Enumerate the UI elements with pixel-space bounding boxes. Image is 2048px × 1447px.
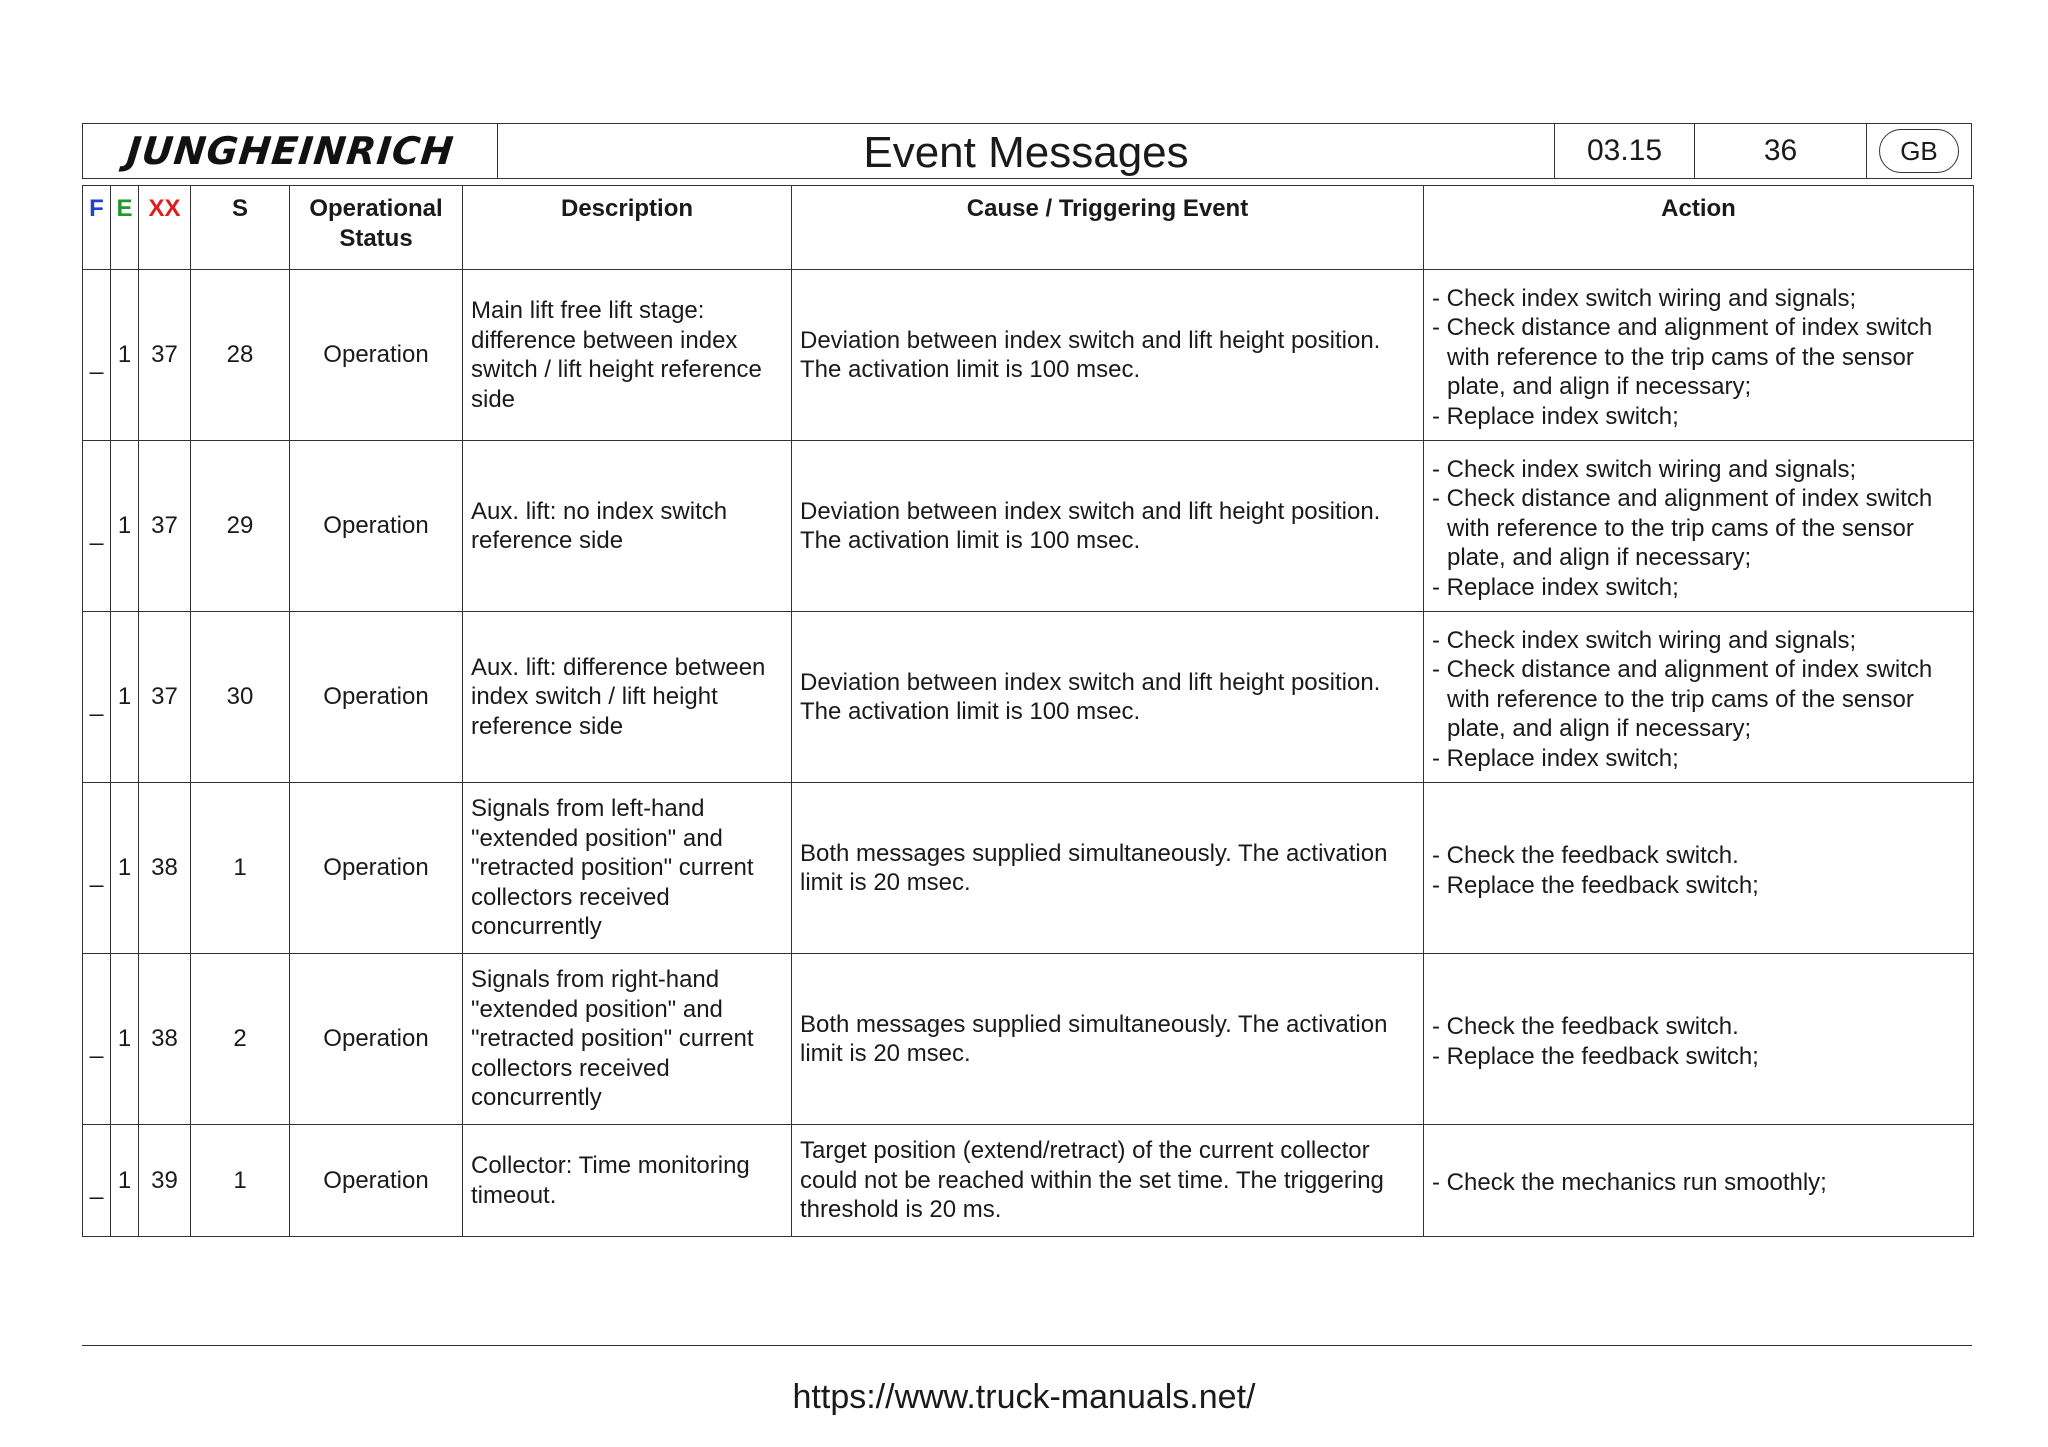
cell-description: Aux. lift: difference between index switch / lift height reference side <box>463 612 792 783</box>
cell-f: _ <box>83 612 111 783</box>
cell-f: _ <box>83 441 111 612</box>
event-messages-table <box>82 185 1974 1237</box>
action-item: - Check distance and alignment of index switch with reference to the trip cams of the sensor plate, and align if necessary; <box>1432 314 1933 401</box>
action-item: - Replace the feedback switch; <box>1432 1042 1759 1070</box>
action-item: - Check the feedback switch. <box>1432 842 1739 869</box>
cell-e: 1 <box>111 270 139 441</box>
cell-xx: 37 <box>139 441 191 612</box>
column-header-f: F <box>83 186 111 270</box>
column-header-cause: Cause / Triggering Event <box>792 186 1424 270</box>
cell-cause: Both messages supplied simultaneously. The activation limit is 20 msec. <box>792 783 1424 954</box>
cell-action <box>1424 612 1974 783</box>
cell-operational-status: Operation <box>290 783 463 954</box>
cell-xx: 38 <box>139 954 191 1125</box>
column-header-action: Action <box>1424 186 1974 270</box>
cell-f: _ <box>83 783 111 954</box>
page-number: 36 <box>1695 124 1867 178</box>
column-header-s: S <box>191 186 290 270</box>
cell-cause: Deviation between index switch and lift height position. The activation limit is 100 msec. <box>792 441 1424 612</box>
cell-s: 2 <box>191 954 290 1125</box>
cell-operational-status: Operation <box>290 441 463 612</box>
cell-operational-status: Operation <box>290 954 463 1125</box>
cell-s: 1 <box>191 783 290 954</box>
cell-f: _ <box>83 270 111 441</box>
action-item: - Check the mechanics run smoothly; <box>1432 1169 1827 1197</box>
action-item: - Replace index switch; <box>1432 402 1679 430</box>
cell-e: 1 <box>111 1125 139 1237</box>
cell-description: Signals from left-hand "extended position" and "retracted position" current collectors received concurrently <box>463 783 792 954</box>
table-row <box>83 1125 1974 1237</box>
table-row <box>83 954 1974 1125</box>
cell-description: Main lift free lift stage: difference between index switch / lift height reference side <box>463 270 792 441</box>
language-badge: GB <box>1879 129 1959 173</box>
cell-cause: Target position (extend/retract) of the current collector could not be reached within the set time. The triggering threshold is 20 ms. <box>792 1125 1424 1237</box>
cell-cause: Deviation between index switch and lift height position. The activation limit is 100 msec. <box>792 270 1424 441</box>
cell-e: 1 <box>111 612 139 783</box>
column-header-xx: XX <box>139 186 191 270</box>
cell-operational-status: Operation <box>290 270 463 441</box>
brand-logo: JUNGHEINRICH <box>124 129 456 173</box>
cell-xx: 38 <box>139 783 191 954</box>
footer-url-link[interactable]: https://www.truck-manuals.net/ <box>792 1378 1256 1416</box>
cell-xx: 37 <box>139 270 191 441</box>
action-item: - Check index switch wiring and signals; <box>1432 455 1857 483</box>
cell-xx: 39 <box>139 1125 191 1237</box>
cell-cause: Deviation between index switch and lift height position. The activation limit is 100 msec. <box>792 612 1424 783</box>
action-item: - Check distance and alignment of index switch with reference to the trip cams of the sensor plate, and align if necessary; <box>1432 656 1933 743</box>
action-item: - Replace index switch; <box>1432 573 1679 601</box>
cell-operational-status: Operation <box>290 1125 463 1237</box>
column-header-description: Description <box>463 186 792 270</box>
page-title: Event Messages <box>498 124 1555 178</box>
cell-f: _ <box>83 954 111 1125</box>
cell-e: 1 <box>111 441 139 612</box>
cell-action <box>1424 1125 1974 1237</box>
cell-description: Aux. lift: no index switch reference side <box>463 441 792 612</box>
cell-action <box>1424 441 1974 612</box>
document-date: 03.15 <box>1555 124 1695 178</box>
cell-e: 1 <box>111 954 139 1125</box>
cell-s: 28 <box>191 270 290 441</box>
column-header-operational-status: Operational Status <box>290 186 463 270</box>
action-item: - Replace the feedback switch; <box>1432 871 1759 899</box>
cell-action <box>1424 270 1974 441</box>
cell-f: _ <box>83 1125 111 1237</box>
footer-divider <box>82 1345 1972 1346</box>
cell-cause: Both messages supplied simultaneously. The activation limit is 20 msec. <box>792 954 1424 1125</box>
cell-description: Collector: Time monitoring timeout. <box>463 1125 792 1237</box>
table-row <box>83 441 1974 612</box>
logo-cell <box>83 124 498 178</box>
cell-description: Signals from right-hand "extended position" and "retracted position" current collectors received concurrently <box>463 954 792 1125</box>
table-row <box>83 783 1974 954</box>
action-item: - Check index switch wiring and signals; <box>1432 284 1857 312</box>
cell-s: 30 <box>191 612 290 783</box>
table-header-row <box>83 186 1974 270</box>
cell-e: 1 <box>111 783 139 954</box>
cell-operational-status: Operation <box>290 612 463 783</box>
action-item: - Check index switch wiring and signals; <box>1432 626 1857 654</box>
table-row <box>83 612 1974 783</box>
document-header <box>82 123 1972 179</box>
action-item: - Check distance and alignment of index switch with reference to the trip cams of the sensor plate, and align if necessary; <box>1432 485 1933 572</box>
table-row <box>83 270 1974 441</box>
cell-action <box>1424 783 1974 954</box>
action-item: - Check the feedback switch. <box>1432 1013 1739 1040</box>
action-item: - Replace index switch; <box>1432 744 1679 772</box>
cell-action <box>1424 954 1974 1125</box>
cell-s: 29 <box>191 441 290 612</box>
language-cell <box>1867 124 1971 178</box>
column-header-e: E <box>111 186 139 270</box>
cell-s: 1 <box>191 1125 290 1237</box>
cell-xx: 37 <box>139 612 191 783</box>
